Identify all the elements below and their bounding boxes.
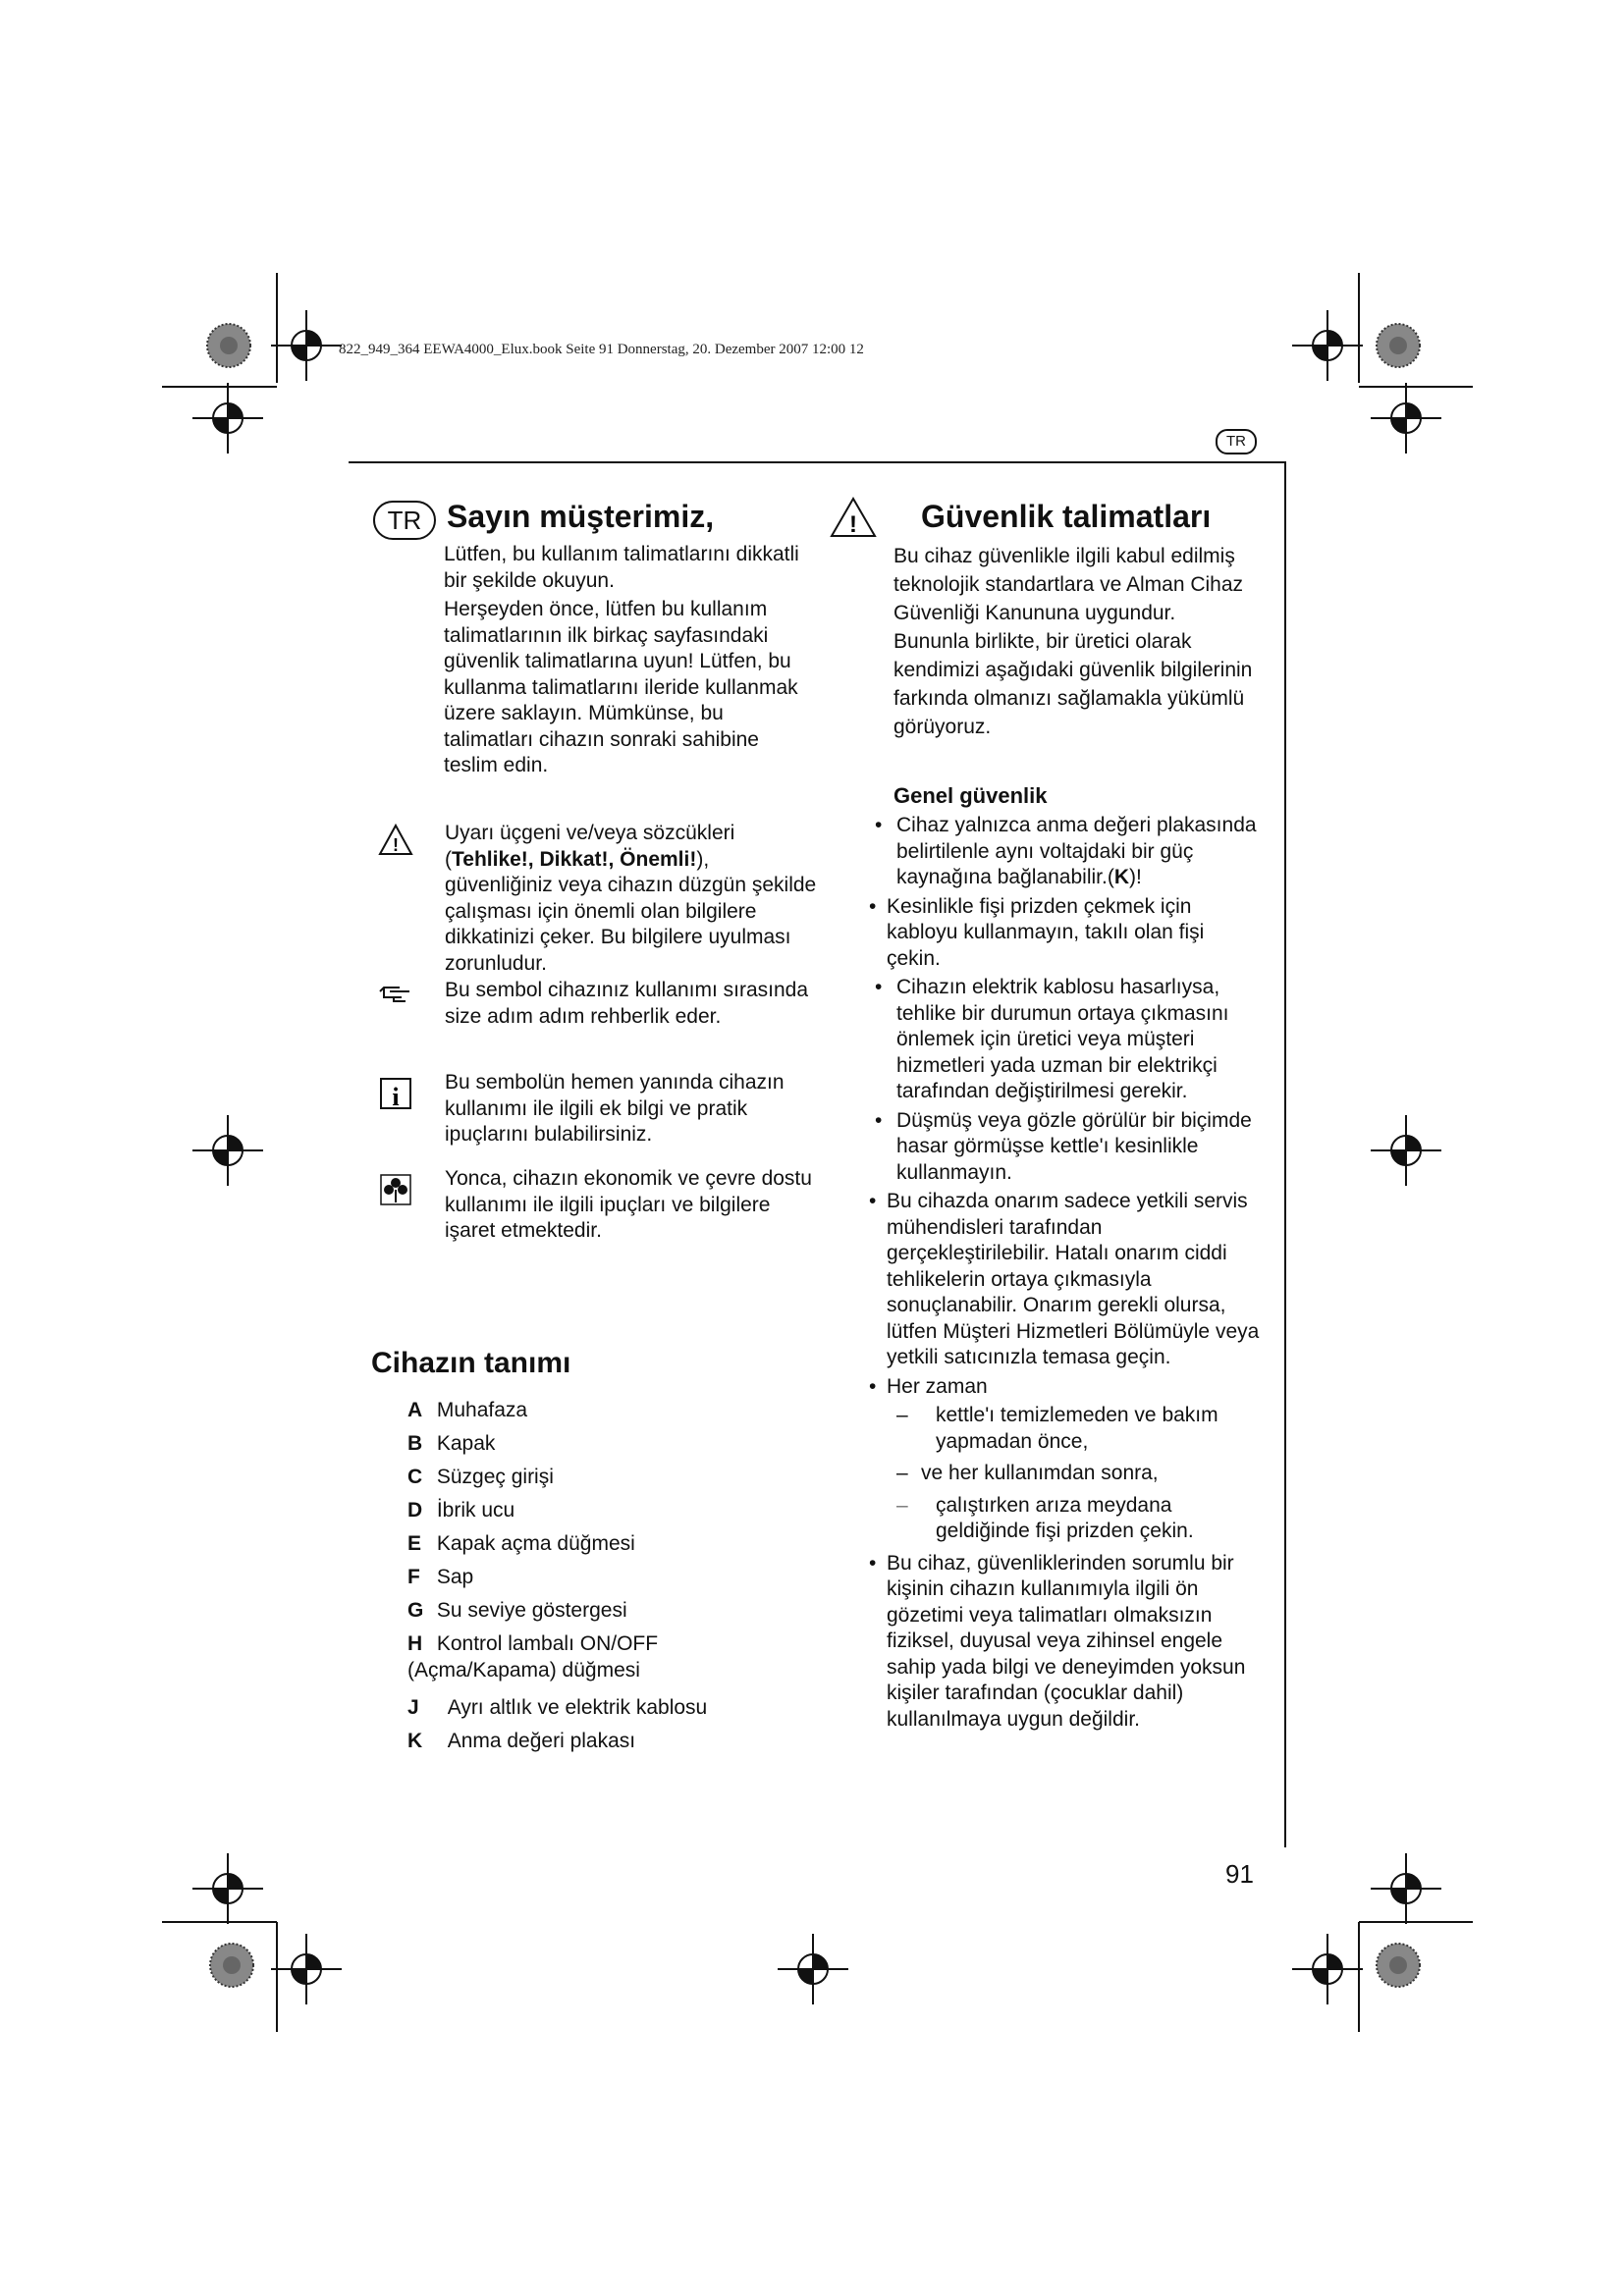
part-item: B Kapak	[407, 1432, 496, 1455]
intro-text	[444, 542, 817, 782]
eco-notice	[378, 1166, 810, 1255]
warning-notice	[378, 821, 817, 978]
safety-item: • Her zaman	[869, 1374, 988, 1398]
registration-cross-mark	[1371, 383, 1441, 454]
warning-text-start: Uyarı üçgeni ve/veya sözcükleri (	[445, 822, 735, 871]
warning-text-end: ), güvenliğiniz veya cihazın düzgün şekilde çalışması için önemli olan bilgilere dikkatinizi çeker. Bu bilgilere uyulması zorunludur.	[445, 847, 817, 975]
subsection-title-general-safety: Genel güvenlik	[893, 783, 1048, 808]
svg-text:!: !	[849, 511, 857, 538]
safety-item: • Kesinlikle fişi prizden çekmek için kabloyu kullanmayın, takılı olan fişi çekin.	[869, 894, 1205, 970]
svg-text:i: i	[392, 1083, 400, 1111]
header-rule	[349, 461, 1286, 463]
safety-subitem: – kettle'ı temizlemeden ve bakım yapmadan önce,	[896, 1404, 1218, 1453]
safety-intro: Bu cihaz güvenlikle ilgili kabul edilmiş teknolojik standartlara ve Alman Cihaz Güvenliği Kanununa uygundur. Bununla birlikte, bir üretici olarak kendimizi aşağıdaki güvenlik bilgilerinin farkında olmanızı sağlamakla yükümlü görüyoruz.	[893, 545, 1253, 738]
safety-item: • Cihazın elektrik kablosu hasarlıysa, tehlike bir durumun ortaya çıkmasını önlemek için üretici veya müşteri hizmetleri yada uzman bir elektrikçi tarafından değiştirilmesi gerekir.	[875, 976, 1229, 1102]
color-wheel-mark	[1377, 1944, 1420, 1987]
safety-item: • Düşmüş veya gözle görülür bir biçimde hasar görmüşse kettle'ı kesinlikle kullanmayın.	[875, 1108, 1252, 1184]
intro-paragraph: Lütfen, bu kullanım talimatlarını dikkatli bir şekilde okuyun.	[444, 543, 799, 592]
warning-keywords: Tehlike!, Dikkat!, Önemli!	[452, 847, 697, 871]
part-item: H Kontrol lambalı ON/OFF (Açma/Kapama) düğmesi	[407, 1632, 659, 1682]
warning-triangle-icon	[378, 823, 413, 858]
registration-cross-mark	[1371, 1853, 1441, 1924]
safety-list	[869, 813, 1262, 1735]
part-item: G Su seviye göstergesi	[407, 1599, 627, 1622]
registration-cross-mark	[778, 1934, 848, 2004]
page-number: 91	[1225, 1859, 1254, 1889]
page-title: Sayın müşterimiz,	[447, 499, 715, 534]
print-slug: 822_949_364 EEWA4000_Elux.book Seite 91 Donnerstag, 20. Dezember 2007 12:00 12	[339, 342, 864, 357]
safety-warning-icon	[830, 496, 877, 539]
registration-cross-mark	[271, 310, 342, 381]
info-note-text: Bu sembolün hemen yanında cihazın kullanımı ile ilgili ek bilgi ve pratik ipuçlarını bulabilirsiniz.	[445, 1071, 785, 1146]
pointing-hand-icon	[378, 978, 413, 1013]
registration-cross-mark	[192, 383, 263, 454]
safety-item: • Cihaz yalnızca anma değeri plakasında belirtilenle aynı voltajdaki bir güç kaynağına bağlanabilir.(K)!	[875, 814, 1257, 888]
guide-note-text: Bu sembol cihazınız kullanımı sırasında size adım adım rehberlik eder.	[445, 979, 809, 1028]
intro-paragraph: Herşeyden önce, lütfen bu kullanım talimatlarının ilk birkaç sayfasındaki güvenlik talimatlarına uyun! Lütfen, bu kullanma talimatlarını ileride kullanmak üzere saklayın. Mümkünse, bu talimatları cihazın sonraki sahibine teslim edin.	[444, 598, 798, 776]
safety-subitem: – çalıştırken arıza meydana geldiğinde fişi prizden çekin.	[896, 1493, 1194, 1542]
guide-notice	[378, 978, 810, 1056]
registration-cross-mark	[1292, 1934, 1363, 2004]
registration-cross-mark	[192, 1115, 263, 1186]
info-icon	[378, 1076, 413, 1111]
page-edge-rule	[1284, 461, 1286, 1847]
registration-cross-mark	[1292, 310, 1363, 381]
part-item: A Muhafaza	[407, 1399, 528, 1421]
title-language-badge: TR	[373, 501, 436, 540]
part-item: K Anma değeri plakası	[407, 1730, 636, 1752]
color-wheel-mark	[207, 324, 250, 367]
safety-item: • Bu cihaz, güvenliklerinden sorumlu bir kişinin cihazın kullanımıyla ilgili ön gözetimi veya talimatları olmaksızın fiziksel, duyusal veya zihinsel engele sahip yada bilgi ve deneyimden yoksun kişiler tarafından (çocuklar dahil) kullanılmaya uygun değildir.	[869, 1551, 1246, 1731]
eco-note-text: Yonca, cihazın ekonomik ve çevre dostu kullanımı ile ilgili ipuçları ve bilgilere işaret etmektedir.	[445, 1167, 812, 1242]
safety-subitem: – ve her kullanımdan sonra,	[896, 1462, 1159, 1484]
color-wheel-mark	[1377, 324, 1420, 367]
part-item: C Süzgeç girişi	[407, 1466, 554, 1488]
part-item: E Kapak açma düğmesi	[407, 1532, 635, 1555]
part-item: F Sap	[407, 1566, 474, 1588]
part-item: D İbrik ucu	[407, 1499, 515, 1522]
part-item: J Ayrı altlık ve elektrik kablosu	[407, 1696, 708, 1719]
language-badge: TR	[1216, 429, 1257, 454]
parts-list	[407, 1394, 820, 1758]
info-notice	[378, 1070, 810, 1148]
section-title-description: Cihazın tanımı	[371, 1347, 571, 1379]
svg-text:!: !	[393, 835, 399, 855]
safety-title: Güvenlik talimatları	[921, 499, 1212, 534]
safety-item: • Bu cihazda onarım sadece yetkili servis mühendisleri tarafından gerçekleştirilebilir. Hatalı onarım ciddi tehlikelerin ortaya çıkmasıyla sonuçlanabilir. Onarım gerekli olursa, lütfen Müşteri Hizmetleri Bölümüyle veya yetkili satıcınızla temasa geçin.	[869, 1190, 1260, 1368]
registration-cross-mark	[1371, 1115, 1441, 1186]
clover-icon	[378, 1172, 413, 1207]
registration-cross-mark	[271, 1934, 342, 2004]
registration-cross-mark	[192, 1853, 263, 1924]
color-wheel-mark	[210, 1944, 253, 1987]
